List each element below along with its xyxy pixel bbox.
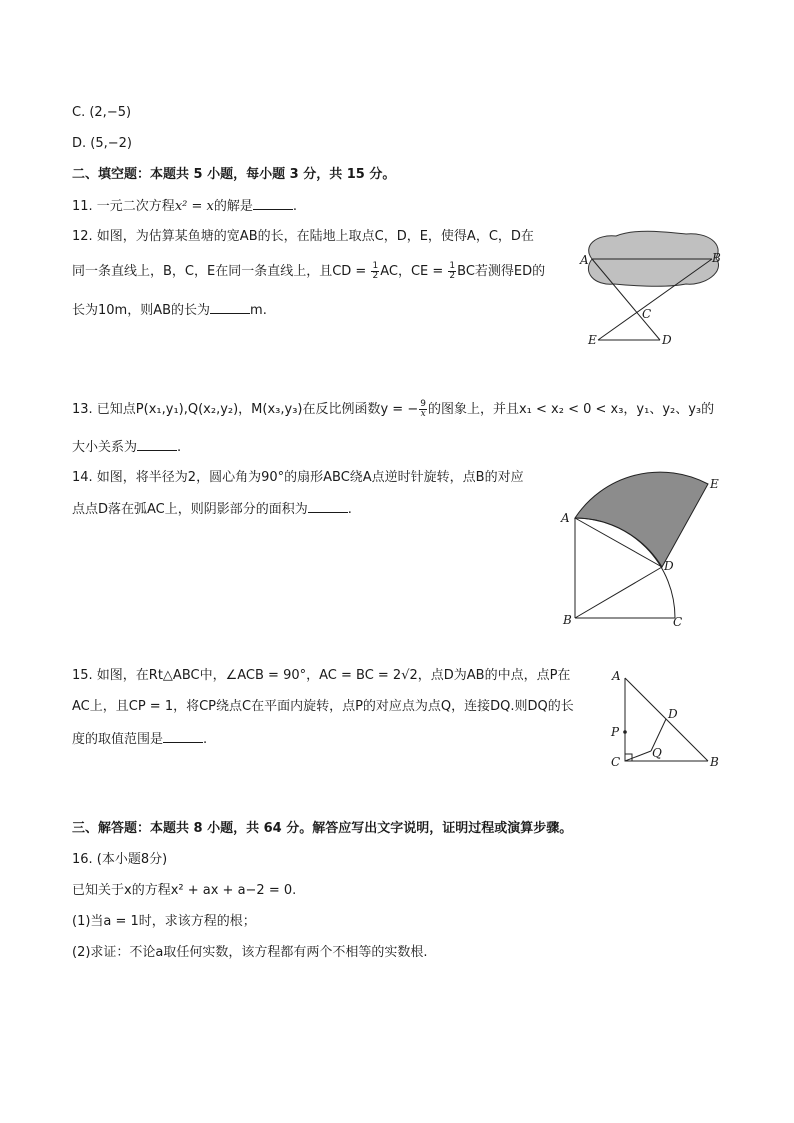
q15-line-1: 15. 如图，在Rt△ABC中，∠ACB = 90°，AC = BC = 2√2，点D为AB的中点，点P在 — [72, 668, 571, 683]
label-a: A — [580, 253, 589, 267]
frac-num: 1 — [372, 261, 379, 271]
q13-line-1-b: 的图象上，并且x₁ < x₂ < 0 < x₃，y₁、y₂、y₃的 — [427, 402, 715, 417]
label-a: A — [612, 669, 621, 683]
segment-cq — [625, 751, 651, 761]
label-b: B — [712, 251, 721, 265]
section-heading-fill-in: 二、填空题：本题共 5 小题，每小题 3 分，共 15 分。 — [72, 167, 396, 182]
q12-line-3 — [72, 301, 267, 320]
q16-stem: 已知关于x的方程x² + ax + a−2 = 0. — [72, 883, 297, 898]
q14-line-1: 14. 如图，将半径为2，圆心角为90°的扇形ABC绕A点逆时针旋转，点B的对应 — [72, 470, 524, 485]
q14-line-2-b: . — [347, 502, 352, 517]
label-p: P — [611, 725, 620, 739]
option-c: C. (2,−5) — [72, 105, 132, 120]
fraction-one-half — [371, 262, 379, 281]
q16-part-1: (1)当a = 1时，求该方程的根； — [72, 914, 256, 929]
frac-den: x — [420, 409, 426, 419]
q16-part-2: (2)求证：不论a取任何实数，该方程都有两个不相等的实数根. — [72, 945, 428, 960]
label-e: E — [588, 333, 597, 347]
q12-line-3-a: 长为10m，则AB的长为 — [72, 303, 211, 318]
q14-sector-figure — [558, 470, 728, 630]
q15-line-3-b: . — [203, 732, 208, 747]
label-d: D — [664, 559, 674, 573]
q12-line-2 — [72, 262, 545, 281]
q15-triangle-figure — [608, 668, 728, 772]
label-d: D — [662, 333, 672, 347]
label-c: C — [673, 615, 683, 629]
q15-line-3 — [72, 730, 207, 749]
option-d: D. (5,−2) — [72, 136, 132, 151]
q13-line-1 — [72, 400, 714, 419]
q12-line-1: 12. 如图，为估算某鱼塘的宽AB的长，在陆地上取点C，D，E，使得A，C，D在 — [72, 229, 534, 244]
segment-ab — [625, 678, 708, 761]
answer-blank — [137, 438, 177, 451]
label-b: B — [563, 613, 572, 627]
q12-line-3-b: m. — [250, 303, 267, 318]
q13-line-2 — [72, 438, 181, 457]
label-q: Q — [652, 746, 662, 760]
q12-line-2-b: AC，CE = — [380, 264, 444, 279]
question-11 — [72, 197, 297, 216]
q11-end: . — [292, 199, 298, 214]
q12-line-2-c: BC若测得ED的 — [457, 264, 546, 279]
frac-den: 2 — [449, 271, 456, 281]
fraction-one-half — [448, 262, 456, 281]
q13-line-2-a: 大小关系为 — [72, 440, 138, 455]
label-c: C — [611, 755, 621, 769]
segment-bd — [575, 567, 662, 618]
q16-title: 16. (本小题8分) — [72, 852, 168, 867]
answer-blank — [163, 730, 203, 743]
q14-line-2-a: 点点D落在弧AC上，则阴影部分的面积为 — [72, 502, 308, 517]
label-e: E — [710, 477, 719, 491]
section-heading-solutions: 三、解答题：本题共 8 小题，共 64 分。解答应写出文字说明，证明过程或演算步骤。 — [72, 821, 573, 836]
q13-line-2-b: . — [177, 440, 182, 455]
q11-prefix: 11. 一元二次方程 — [72, 199, 175, 214]
q15-line-3-a: 度的取值范围是 — [72, 732, 164, 747]
point-p — [623, 730, 627, 734]
q11-suffix: 的解是 — [213, 199, 253, 214]
q11-equation: x² = x — [174, 199, 214, 214]
frac-num: 9 — [420, 399, 426, 409]
q12-line-2-a: 同一条直线上，B，C，E在同一条直线上，且CD = — [72, 264, 367, 279]
q15-line-2: AC上，且CP = 1，将CP绕点C在平面内旋转，点P的对应点为点Q，连接DQ.则DQ的长 — [72, 699, 574, 714]
answer-blank — [210, 301, 250, 314]
answer-blank — [253, 197, 293, 210]
label-a: A — [561, 511, 570, 525]
frac-num: 1 — [449, 261, 456, 271]
q12-pond-figure — [576, 228, 726, 350]
label-b: B — [710, 755, 719, 769]
fraction-nine-over-x — [419, 400, 427, 419]
frac-den: 2 — [372, 271, 379, 281]
label-d: D — [668, 707, 678, 721]
q14-line-2 — [72, 500, 352, 519]
label-c: C — [642, 307, 652, 321]
q13-line-1-a: 13. 已知点P(x₁,y₁),Q(x₂,y₂)，M(x₃,y₃)在反比例函数y = − — [72, 402, 419, 417]
answer-blank — [308, 500, 348, 513]
